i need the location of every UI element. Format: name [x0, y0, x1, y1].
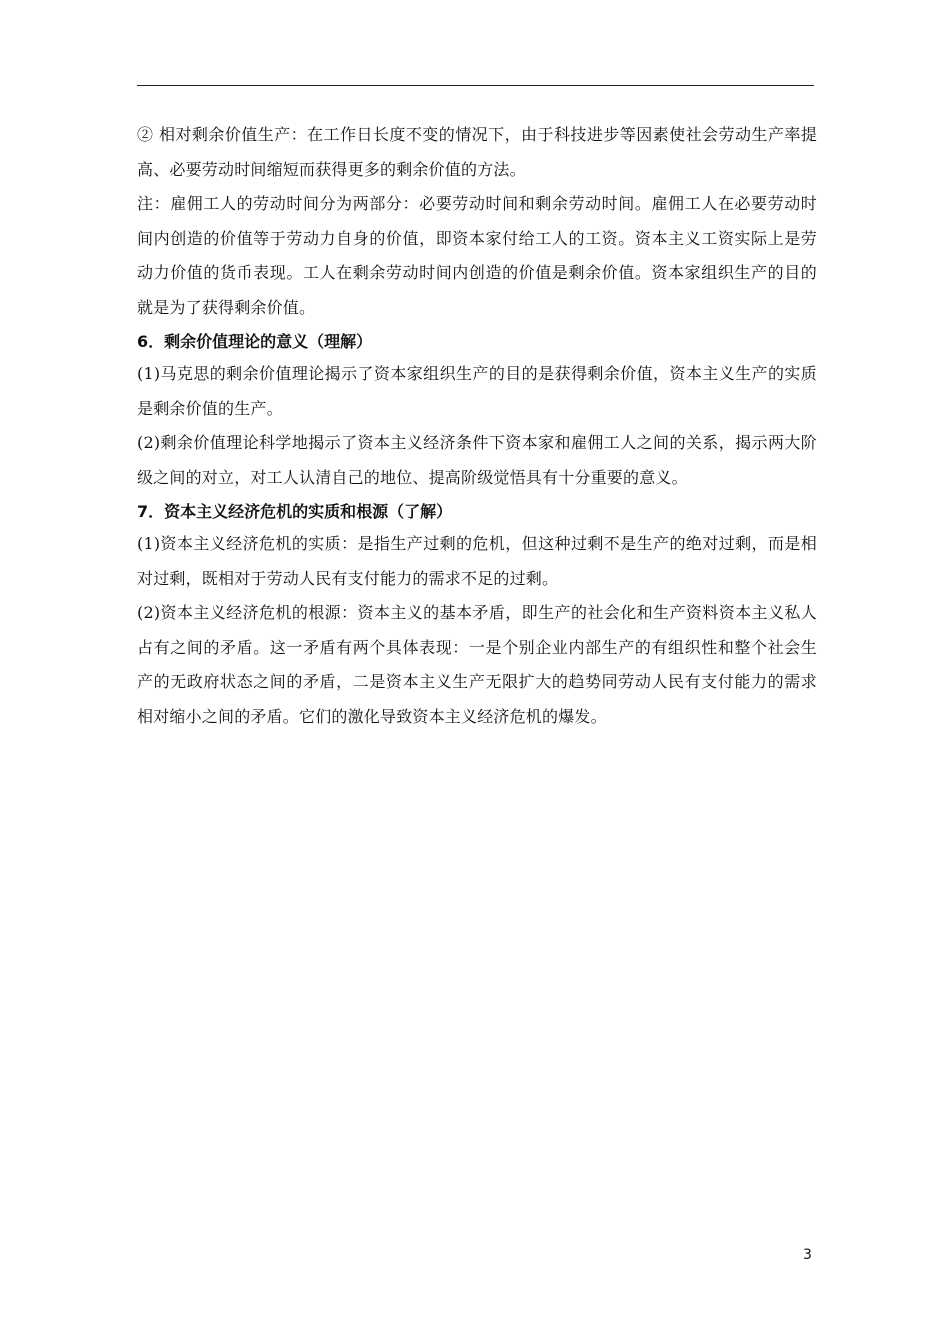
section-heading-7: 7．资本主义经济危机的实质和根源（了解） — [137, 502, 453, 521]
header-rule — [137, 85, 814, 86]
document-body — [137, 118, 817, 734]
paragraph-note-labor-time: 注：雇佣工人的劳动时间分为两部分：必要劳动时间和剩余劳动时间。雇佣工人在必要劳动时间内创造的价值等于劳动力自身的价值，即资本家付给工人的工资。资本主义工资实际上是劳动力价值的货币表现。工人在剩余劳动时间内创造的价值是剩余价值。资本家组织生产的目的就是为了获得剩余价值。 — [137, 194, 817, 317]
paragraph-6-1: (1)马克思的剩余价值理论揭示了资本家组织生产的目的是获得剩余价值，资本主义生产的实质是剩余价值的生产。 — [137, 364, 817, 418]
paragraph-relative-surplus-value: ② 相对剩余价值生产：在工作日长度不变的情况下，由于科技进步等因素使社会劳动生产率提高、必要劳动时间缩短而获得更多的剩余价值的方法。 — [137, 125, 817, 179]
section-heading-6: 6．剩余价值理论的意义（理解） — [137, 332, 373, 351]
page-number: 3 — [803, 1247, 812, 1263]
paragraph-7-2: (2)资本主义经济危机的根源：资本主义的基本矛盾，即生产的社会化和生产资料资本主义私人占有之间的矛盾。这一矛盾有两个具体表现：一是个别企业内部生产的有组织性和整个社会生产的无政府状态之间的矛盾，二是资本主义生产无限扩大的趋势同劳动人民有支付能力的需求相对缩小之间的矛盾。它们的激化导致资本主义经济危机的爆发。 — [137, 603, 817, 726]
paragraph-7-1: (1)资本主义经济危机的实质：是指生产过剩的危机，但这种过剩不是生产的绝对过剩，而是相对过剩，既相对于劳动人民有支付能力的需求不足的过剩。 — [137, 534, 817, 588]
paragraph-6-2: (2)剩余价值理论科学地揭示了资本主义经济条件下资本家和雇佣工人之间的关系，揭示两大阶级之间的对立，对工人认清自己的地位、提高阶级觉悟具有十分重要的意义。 — [137, 433, 817, 487]
